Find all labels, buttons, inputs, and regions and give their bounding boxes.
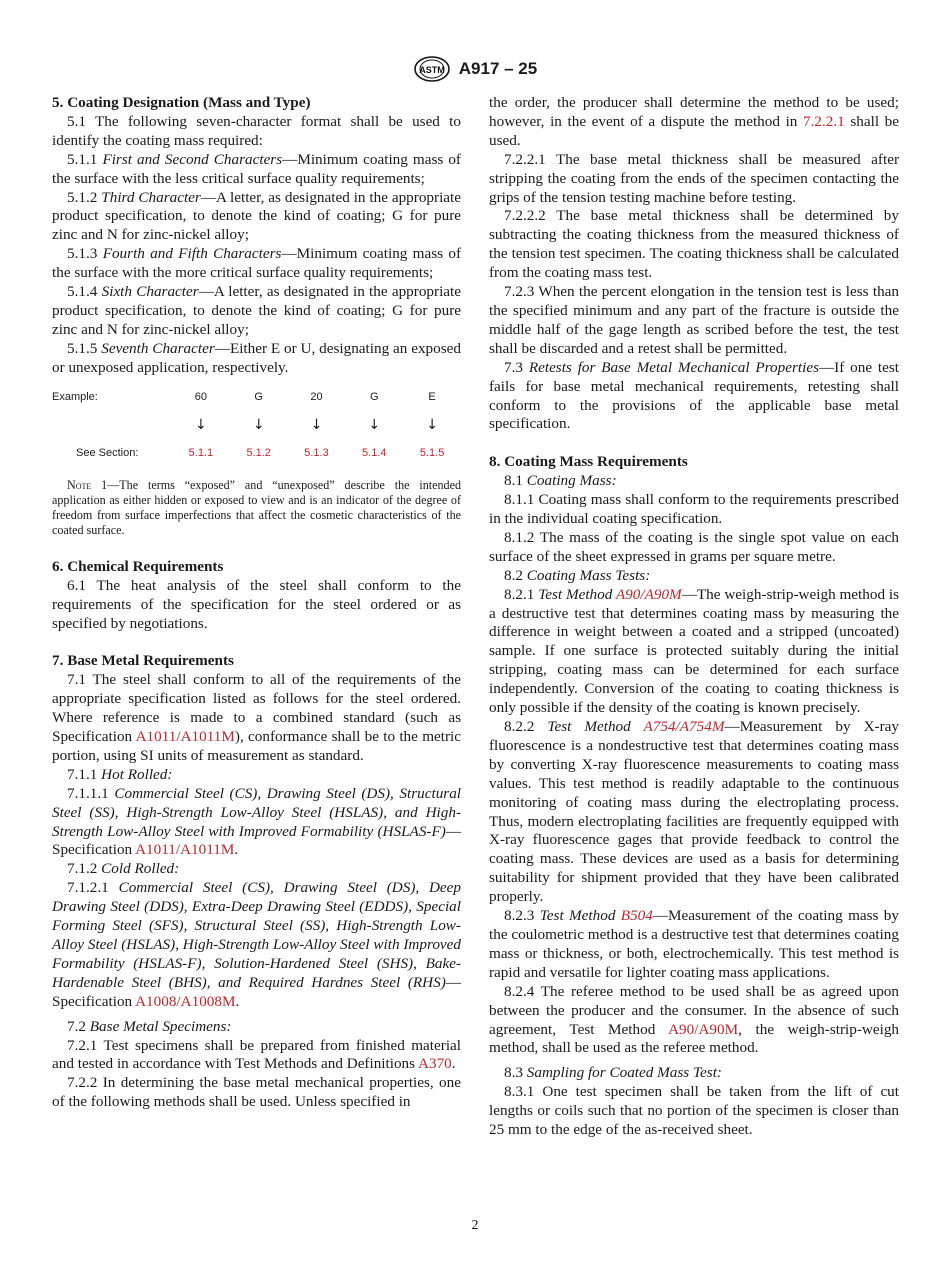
para-5-1: 5.1 The following seven-character format shall be used to identify the coating mass required: bbox=[52, 112, 461, 149]
example-code: E bbox=[428, 391, 436, 404]
example-code: G bbox=[254, 391, 263, 404]
section-7-heading: 7. Base Metal Requirements bbox=[52, 652, 234, 670]
para-8-2-1: 8.2.1 Test Method A90/A90M—The weigh-strip-weigh method is a destructive test that determines coating mass by measuring the difference in weight between a coated and a stripped (uncoated) sample. If one surface is protected suitably during the initial stripping, coating mass can be determined for each surface independently. Conversion of the coating to coating thickness is only possible if the density of the coating is known precisely. bbox=[489, 585, 899, 717]
para-8-1: 8.1 Coating Mass: bbox=[504, 472, 617, 490]
down-arrow-icon: ↓ bbox=[426, 417, 438, 434]
spec-link[interactable]: A1008/A1008M bbox=[135, 992, 236, 1010]
para-7-2-2-2: 7.2.2.2 The base metal thickness shall be determined by subtracting the coating thickness from the measured thickness of the tension test specimen. The coating thickness shall be calculated from the coating mass test. bbox=[489, 207, 899, 282]
page-header bbox=[0, 56, 950, 86]
section-link[interactable]: 5.1.1 bbox=[188, 447, 214, 460]
page-number: 2 bbox=[471, 1218, 479, 1233]
spec-link[interactable]: A90/A90M bbox=[615, 585, 682, 603]
para-8-3: 8.3 Sampling for Coated Mass Test: bbox=[504, 1064, 722, 1082]
document-designation: A917 – 25 bbox=[458, 59, 538, 78]
para-8-2-2: 8.2.2 Test Method A754/A754M—Measurement by X-ray fluorescence is a nondestructive test that determines coating mass by converting X-ray fluorescence measurements to coating mass values. This test method is readily adaptable to the continuous monitoring of coating mass during the electroplating process. Thus, modern electroplating facilities are frequently equipped with X-ray fluorescence gages that provide feedback to control the coating mass. These devices are used as a basis for determining suitability for shipment provided that they have been calibrated properly. bbox=[489, 718, 899, 906]
see-section-label: See Section: bbox=[76, 447, 139, 460]
example-code: 60 bbox=[194, 391, 208, 404]
note-1: Note 1—The terms “exposed” and “unexposed” describe the intended application as either hidden or exposed to view and is an indicator of the degree of freedom from surface imperfections that affect the cosmetic characteristics of the coated surface. bbox=[52, 477, 461, 538]
para-7-1-2: 7.1.2 Cold Rolled: bbox=[67, 860, 180, 878]
section-link[interactable]: 5.1.5 bbox=[419, 447, 445, 460]
astm-logo-icon bbox=[413, 56, 451, 82]
para-7-2: 7.2 Base Metal Specimens: bbox=[67, 1017, 232, 1035]
spec-link[interactable]: A754/A754M bbox=[643, 718, 725, 735]
para-7-2-2-cont: the order, the producer shall determine the method to be used; however, in the event of a dispute the method in 7.2.2.1 shall be used. bbox=[489, 94, 899, 149]
para-7-2-2: 7.2.2 In determining the base metal mechanical properties, one of the following methods shall be used. Unless specified in bbox=[52, 1074, 461, 1111]
example-code: G bbox=[370, 391, 379, 404]
section-link[interactable]: 5.1.3 bbox=[304, 447, 329, 460]
para-8-1-2: 8.1.2 The mass of the coating is the single spot value on each surface of the sheet expressed in grams per square metre. bbox=[489, 528, 899, 565]
para-7-2-2-1: 7.2.2.1 The base metal thickness shall be measured after stripping the coating from the ends of the specimen contacting the grips of the tension testing machine before testing. bbox=[489, 150, 899, 206]
para-8-2-3: 8.2.3 Test Method B504—Measurement of the coating mass by the coulometric method is a destructive test that determines coating mass or thickness, or both, electrochemically. This test method is rapid and versatile for lighter coating mass applications. bbox=[489, 907, 899, 981]
section-8-heading: 8. Coating Mass Requirements bbox=[489, 453, 688, 471]
section-5-heading: 5. Coating Designation (Mass and Type) bbox=[52, 94, 311, 111]
para-7-1-2-1: 7.1.2.1 Commercial Steel (CS), Drawing Steel (DS), Deep Drawing Steel (DDS), Extra-Deep Drawing Steel (EDDS), Special Forming Steel (SFS), Structural Steel (SS), High-Strength Low-Alloy Steel (HSLAS), High-Strength Low-Alloy Steel with Improved Formability (HSLAS-F), Solution-Hardened Steel (SHS), Bake-Hardenable Steel (BHS), and Required Hardnes Steel (RHS)—Specification A1008/A1008M. bbox=[52, 879, 462, 1010]
down-arrow-icon: ↓ bbox=[368, 417, 381, 434]
para-7-2-3: 7.2.3 When the percent elongation in the tension test is less than the specified minimum and any part of the fracture is outside the middle half of the gage length as scribed before the test, the test shall be discarded and a retest shall be permitted. bbox=[489, 283, 899, 357]
svg-text:ASTM: ASTM bbox=[419, 65, 445, 75]
down-arrow-icon: ↓ bbox=[252, 417, 265, 434]
left-column bbox=[52, 94, 461, 1112]
section-link[interactable]: 7.2.2.1 bbox=[803, 112, 845, 130]
example-label: Example: bbox=[52, 391, 98, 404]
para-8-2-4: 8.2.4 The referee method to be used shall be as agreed upon between the producer and the consumer. In the absence of such agreement, Test Method A90/A90M, the weigh-strip-weigh method, shall be used as the referee method. bbox=[489, 982, 900, 1057]
section-6-heading: 6. Chemical Requirements bbox=[52, 557, 224, 575]
spec-link[interactable]: A1011/A1011M bbox=[135, 841, 235, 859]
para-7-2-1: 7.2.1 Test specimens shall be prepared from finished material and tested in accordance with Test Methods and Definitions A370. bbox=[52, 1036, 461, 1073]
para-8-3-1: 8.3.1 One test specimen shall be taken from the lift of cut lengths or coils such that no portion of the specimen is closer than 25 mm to the edge of the as-received sheet. bbox=[489, 1083, 899, 1139]
para-7-3: 7.3 Retests for Base Metal Mechanical Properties—If one test fails for base metal mechanical requirements, retesting shall conform to the provisions of the applicable base metal specification. bbox=[489, 358, 899, 433]
para-5-1-4: 5.1.4 Sixth Character—A letter, as designated in the appropriate product specification, to denote the kind of coating; G for pure zinc and N for zinc-nickel alloy; bbox=[52, 283, 461, 338]
section-link[interactable]: 5.1.2 bbox=[246, 447, 271, 460]
para-5-1-2: 5.1.2 Third Character—A letter, as designated in the appropriate product specification, to denote the kind of coating; G for pure zinc and N for zinc-nickel alloy; bbox=[52, 188, 462, 244]
para-5-1-5: 5.1.5 Seventh Character—Either E or U, designating an exposed or unexposed application, respectively. bbox=[52, 339, 461, 376]
designation-example-table bbox=[52, 384, 461, 468]
right-column bbox=[489, 94, 899, 1140]
para-5-1-3: 5.1.3 Fourth and Fifth Characters—Minimum coating mass of the surface with the more critical surface quality requirements; bbox=[52, 245, 462, 282]
spec-link[interactable]: A370 bbox=[418, 1055, 452, 1073]
spec-link[interactable]: A1011/A1011M bbox=[135, 728, 235, 746]
down-arrow-icon: ↓ bbox=[310, 417, 323, 434]
para-8-1-1: 8.1.1 Coating mass shall conform to the requirements prescribed in the individual coating specification. bbox=[489, 491, 899, 528]
para-7-1-1: 7.1.1 Hot Rolled: bbox=[67, 765, 173, 783]
section-link[interactable]: 5.1.4 bbox=[362, 447, 387, 460]
para-7-1: 7.1 The steel shall conform to all of the requirements of the appropriate specification listed as follows for the steel ordered. Where reference is made to a combined standard (such as Specification A1011/A1011M), conformance shall be to the metric portion, using SI units of measurement as standard. bbox=[52, 671, 461, 764]
para-7-1-1-1: 7.1.1.1 Commercial Steel (CS), Drawing Steel (DS), Structural Steel (SS), High-Strength Low-Alloy Steel (HSLAS), and High-Strength Low-Alloy Steel with Improved Formability (HSLAS-F)—Specification A1011/A1011M. bbox=[52, 784, 462, 859]
para-5-1-1: 5.1.1 First and Second Characters—Minimum coating mass of the surface with the less critical surface quality requirements; bbox=[52, 150, 461, 187]
down-arrow-icon: ↓ bbox=[195, 417, 207, 434]
example-code: 20 bbox=[310, 391, 323, 404]
para-6-1: 6.1 The heat analysis of the steel shall conform to the requirements of the specification for the steel ordered or as specified by negotiations. bbox=[52, 576, 461, 632]
para-8-2: 8.2 Coating Mass Tests: bbox=[504, 566, 651, 584]
spec-link[interactable]: B504 bbox=[620, 907, 653, 925]
spec-link[interactable]: A90/A90M bbox=[668, 1020, 739, 1038]
